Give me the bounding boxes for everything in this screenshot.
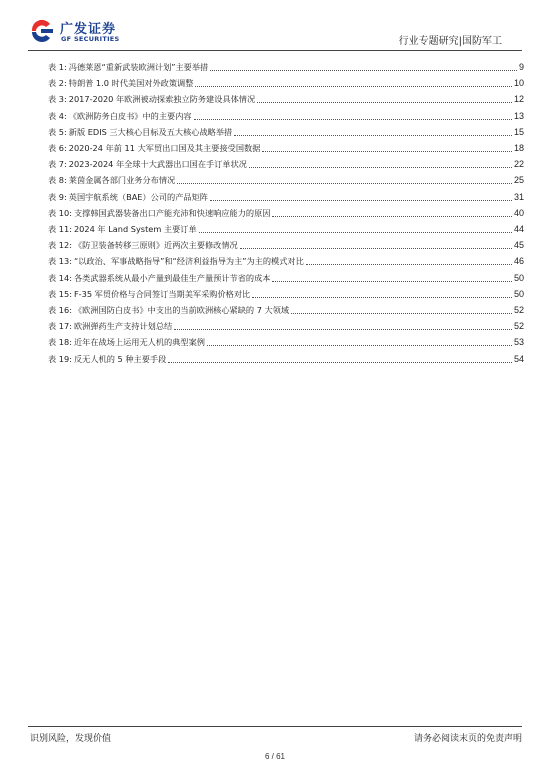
toc-entry-title: 各类武器系统从最小产量到最佳生产量预计节省的成本	[73, 272, 271, 283]
toc-entry-page: 31	[513, 191, 524, 202]
toc-entry[interactable]	[48, 109, 524, 123]
toc-entry-number: 表 18:	[48, 337, 72, 348]
toc-leader-dots	[168, 362, 512, 363]
toc-entry-page: 45	[513, 240, 524, 251]
toc-leader-dots	[249, 167, 512, 168]
toc-entry[interactable]	[48, 335, 524, 349]
toc-entry-page: 44	[513, 224, 524, 234]
toc-entry-title: “以政治、军事战略指导”和“经济利益指导为主”为主的模式对比	[73, 256, 304, 267]
header-divider	[28, 50, 522, 51]
page-header	[0, 0, 550, 56]
toc-leader-dots	[257, 102, 512, 103]
toc-entry-page: 54	[513, 353, 524, 364]
toc-entry-title: 支撑韩国武器装备出口产能充沛和快速响应能力的原因	[73, 207, 271, 218]
toc-entry-title: 近年在战场上运用无人机的典型案例	[73, 337, 205, 348]
toc-entry-number: 表 16:	[48, 305, 72, 315]
toc-entry-page: 52	[513, 305, 524, 315]
toc-entry[interactable]	[48, 271, 524, 285]
toc-entry-title: 2024 年 Land System 主要订单	[73, 224, 197, 234]
toc-entry-page: 52	[513, 321, 524, 332]
toc-entry-title: F-35 军贸价格与合同签订当期美军采购价格对比	[73, 288, 251, 299]
page-number: 6 / 61	[264, 752, 285, 761]
toc-leader-dots	[234, 135, 512, 136]
toc-leader-dots	[252, 297, 512, 298]
toc-entry-page: 18	[513, 143, 524, 153]
toc-entry-page: 25	[513, 175, 524, 186]
toc-entry[interactable]	[48, 222, 524, 236]
toc-entry-page: 9	[518, 62, 524, 72]
toc-entry-number: 表 12:	[48, 240, 72, 251]
toc-entry[interactable]	[48, 92, 524, 106]
footer-disclaimer: 请务必阅读末页的免责声明	[413, 734, 522, 744]
toc-entry-number: 表 15:	[48, 288, 72, 299]
toc-leader-dots	[291, 313, 512, 314]
toc-leader-dots	[199, 232, 512, 233]
toc-leader-dots	[210, 70, 517, 71]
toc-entry-title: 反无人机的 5 种主要手段	[73, 353, 167, 364]
toc-entry-number: 表 9:	[48, 191, 67, 202]
toc-entry-title: 特朗普 1.0 时代美国对外政策调整	[68, 78, 194, 89]
toc-entry[interactable]	[48, 319, 524, 333]
toc-entry-title: 冯德莱恩“重新武装欧洲计划”主要举措	[68, 62, 209, 72]
toc-entry-number: 表 7:	[48, 159, 67, 170]
toc-entry[interactable]	[48, 190, 524, 204]
toc-entry-number: 表 1:	[48, 62, 67, 72]
toc-entry-page: 50	[513, 288, 524, 299]
toc-leader-dots	[306, 264, 512, 265]
toc-entry[interactable]	[48, 287, 524, 301]
footer-slogan: 识别风险，发现价值	[30, 734, 112, 744]
logo-chinese-text: 广发证券	[60, 22, 117, 37]
toc-entry-number: 表 10:	[48, 207, 72, 218]
toc-entry-page: 13	[513, 110, 524, 121]
toc-entry[interactable]	[48, 76, 524, 90]
toc-entry[interactable]	[48, 254, 524, 268]
toc-entry-title: 2023-2024 年全球十大武器出口国在手订单状况	[68, 159, 247, 170]
toc-entry-number: 表 8:	[48, 175, 67, 186]
toc-entry-number: 表 17:	[48, 321, 72, 332]
toc-entry-title: 《欧洲国防白皮书》中支出的当前欧洲核心紧缺的 7 大领域	[73, 305, 290, 315]
toc-entry-page: 46	[513, 256, 524, 267]
toc-entry-number: 表 2:	[48, 78, 67, 89]
toc-entry[interactable]	[48, 173, 524, 187]
toc-entry[interactable]	[48, 206, 524, 220]
toc-entry-number: 表 3:	[48, 94, 67, 105]
toc-leader-dots	[195, 86, 512, 87]
toc-leader-dots	[207, 345, 512, 346]
toc-entry-title: 2017-2020 年欧洲被动探索独立防务建设具体情况	[68, 94, 256, 105]
toc-entry-page: 10	[513, 78, 524, 89]
toc-entry-number: 表 13:	[48, 256, 72, 267]
toc-entry-title: 《欧洲防务白皮书》中的主要内容	[68, 110, 192, 121]
toc-leader-dots	[272, 281, 512, 282]
toc-entry-title: 莱茵金属各部门业务分布情况	[68, 175, 176, 186]
toc-entry[interactable]	[48, 352, 524, 366]
company-logo	[28, 18, 158, 48]
toc-entry[interactable]	[48, 141, 524, 155]
toc-entry-number: 表 4:	[48, 110, 67, 121]
toc-leader-dots	[272, 216, 512, 217]
toc-entry-number: 表 14:	[48, 272, 72, 283]
report-category: 行业专题研究|国防军工	[398, 36, 502, 47]
toc-entry[interactable]	[48, 60, 524, 74]
toc-entry[interactable]	[48, 157, 524, 171]
toc-entry-title: 《防卫装备转移三原则》近两次主要修改情况	[73, 240, 238, 251]
toc-entry-page: 15	[513, 126, 524, 137]
toc-entry-number: 表 6:	[48, 143, 67, 153]
footer-divider	[28, 726, 522, 727]
toc-entry[interactable]	[48, 303, 524, 317]
toc-leader-dots	[210, 200, 512, 201]
toc-entry-number: 表 5:	[48, 126, 67, 137]
toc-entry-page: 12	[513, 94, 524, 105]
toc-entry-title: 英国宇航系统（BAE）公司的产品矩阵	[68, 191, 208, 202]
toc-leader-dots	[174, 329, 512, 330]
toc-entry-title: 欧洲弹药生产支持计划总结	[73, 321, 173, 332]
toc-leader-dots	[262, 151, 512, 152]
toc-entry-title: 2020-24 年前 11 大军贸出口国及其主要接受国数据	[68, 143, 261, 153]
toc-entry-title: 新版 EDIS 三大核心目标及五大核心战略举措	[68, 126, 233, 137]
toc-entry-page: 53	[513, 337, 524, 348]
toc-entry[interactable]	[48, 238, 524, 252]
toc-entry-number: 表 11:	[48, 224, 72, 234]
gf-logo-icon	[28, 18, 56, 44]
toc-entry-page: 22	[513, 159, 524, 170]
toc-entry-page: 40	[513, 207, 524, 218]
toc-leader-dots	[177, 183, 512, 184]
toc-leader-dots	[194, 119, 512, 120]
toc-entry-page: 50	[513, 272, 524, 283]
logo-english-text: GF SECURITIES	[61, 35, 120, 43]
toc-entry-number: 表 19:	[48, 353, 72, 364]
toc-entry[interactable]	[48, 125, 524, 139]
toc-leader-dots	[240, 248, 512, 249]
